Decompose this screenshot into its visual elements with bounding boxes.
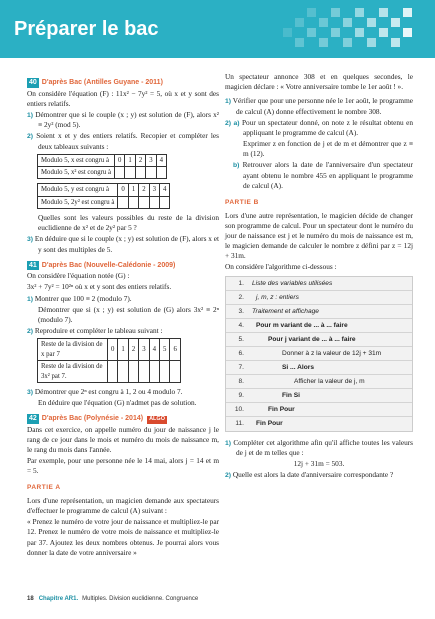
exercise-41-question-1b: Démontrer que si (x ; y) est solution de (G) alors 3x² ≡ 2ⁿ (modulo 7). xyxy=(38,304,219,324)
exercise-41-heading: 41 D'après Bac (Nouvelle-Calédonie - 2009) xyxy=(29,261,176,269)
algorithm-line: 9. Fin Si xyxy=(226,389,412,403)
algorithm-line: 5. Pour j variant de ... à ... faire xyxy=(226,333,412,347)
algorithm-line: 3. Traitement et affichage xyxy=(226,305,412,319)
part-b-question-2: 2) Quelle est alors la date d'anniversaire correspondante ? xyxy=(225,470,394,480)
right-column xyxy=(225,72,413,482)
exercise-41-intro: On considère l'équation notée (G) : xyxy=(27,271,130,281)
left-column xyxy=(27,78,219,559)
part-b-equation: 12j + 31m = 503. xyxy=(293,459,345,469)
table-label: Reste de la division de x par 7 xyxy=(38,339,108,361)
algorithm-line: 10. Fin Pour xyxy=(226,403,412,417)
exercise-40-question-2-follow: Quelles sont les valeurs possibles du reste de la division euclidienne de x² et de 2y² par 5 ? xyxy=(38,213,219,233)
exercise-40-question-1: 1) Démontrer que si le couple (x ; y) est solution de (F), alors x² ≡ 2y² (mod 5). xyxy=(27,109,219,130)
algorithm-line: 2. j, m, z : entiers xyxy=(226,291,412,305)
table-label: Reste de la division de 3x² pat 7. xyxy=(38,361,108,383)
algorithm-line: 7. Si ... Alors xyxy=(226,361,412,375)
congruence-table-x: Modulo 5, x est congru à 0 1 2 3 4 Modulo 5, x² est congru à xyxy=(37,154,167,180)
table-label: Modulo 5, x² est congru à xyxy=(38,167,115,179)
part-b-question-1: 1) Compléter cet algorithme afin qu'il affiche toutes les valeurs de j et de m telles que : xyxy=(225,437,414,458)
algorithm-line: 8. Afficher la valeur de j, m xyxy=(226,375,412,389)
part-a-quote: « Prenez le numéro de votre jour de naissance et multipliez-le par 12. Prenez le numéro de votre mois de naissance et multipliez-le par 37. Ajoutez les deux nombres obtenus. Je pourrai alors vous donner la date de votre anniversaire » xyxy=(27,517,219,557)
part-a-question-1: 1) Vérifier que pour une personne née le 1er août, le programme de calcul (A) donne effectivement le nombre 308. xyxy=(225,96,413,116)
exercise-40-intro: On considère l'équation (F) : 11x² − 7y² = 5, où x et y sont des entiers relatifs. xyxy=(27,88,219,108)
exercise-40-question-2: 2) Soient x et y des entiers relatifs. Recopier et compléter les deux tableaux suivants : xyxy=(27,131,219,151)
algorithm-line: 11. Fin Pour xyxy=(235,420,283,428)
part-a-text: Lors d'une représentation, un magicien demande aux spectateurs d'effectuer le programme de calcul (A) suivant : xyxy=(27,496,219,516)
part-a-question-2a-follow: Exprimer z en fonction de j et de m et démontrer que z ≡ m (12). xyxy=(243,139,413,159)
algorithm-line: 6. Donner à z la valeur de 12j + 31m xyxy=(226,347,412,361)
part-b-algo-intro: On considère l'algorithme ci-dessous : xyxy=(225,261,337,271)
decorative-mosaic xyxy=(283,8,413,54)
exercise-41-equation: 3x² + 7y² = 10²ⁿ où x et y sont des entiers relatifs. xyxy=(27,282,172,292)
page-footer xyxy=(27,595,198,603)
congruence-table-y: Modulo 5, y est congru à 0 1 2 3 4 Modulo 5, 2y² est congru à xyxy=(37,183,170,209)
exercise-42-intro: Dans cet exercice, on appelle numéro du jour de naissance j le rang de ce jour dans le mois et numéro du mois de naissance m, le rang du mois dans l'année. xyxy=(27,424,219,455)
algorithm-line: 4. Pour m variant de ... à ... faire xyxy=(226,319,412,333)
algorithm-box xyxy=(225,276,413,432)
exercise-41-question-3b: En déduire que l'équation (G) n'admet pas de solution. xyxy=(38,398,197,408)
exercise-40-heading: 40 D'après Bac (Antilles Guyane - 2011) xyxy=(29,79,163,86)
exercise-41-question-1: 1) Montrer que 100 ≡ 2 (modulo 7). xyxy=(27,293,132,303)
chapter-title: Multiples. Division euclidienne. Congruence xyxy=(82,596,199,602)
page-title: Préparer le bac xyxy=(14,18,159,40)
exercise-number: 40 xyxy=(29,79,37,86)
algorithm-line: 1. Liste des variables utilisées xyxy=(226,277,412,291)
exercise-42-heading: 42 D'après Bac (Polynésie - 2014) ALGO xyxy=(29,415,165,423)
algo-badge: ALGO xyxy=(149,416,165,423)
banner xyxy=(0,0,435,58)
part-a-question-2b: b) Retrouver alors la date de l'anniversaire d'un spectateur ayant obtenu le nombre 455 en appliquant le programme de calcul (A). xyxy=(233,160,413,190)
exercise-number: 42 xyxy=(29,415,37,423)
part-a-heading: PARTIE A xyxy=(27,484,61,492)
exercise-40-question-3: 3) En déduire que si le couple (x ; y) est solution de (F), alors x et y sont des multiples de 5. xyxy=(27,234,219,254)
exercise-42-example: Par exemple, pour une personne née le 14 mai, alors j = 14 et m = 5. xyxy=(27,456,219,476)
part-b-text: Lors d'une autre représentation, le magicien décide de changer son programme de calcul. Pour un spectateur dont le numéro du jour de naissance est j et le numéro du mois de naissance est m, le magicien demande de calculer le nombre z défini par z = 12j + 31m. xyxy=(225,210,413,260)
chapter-label: Chapitre AR1. xyxy=(38,596,79,602)
table-label: Modulo 5, y est congru à xyxy=(38,184,118,196)
table-label: Modulo 5, x est congru à xyxy=(38,154,115,166)
exercise-41-question-3: 3) Démontrer que 2ⁿ est congru à 1, 2 ou 4 modulo 7. xyxy=(27,386,183,396)
page-number: 18 xyxy=(27,596,34,602)
part-a-spectator: Un spectateur annonce 308 et en quelques secondes, le magicien déclare : « Votre anniversaire tombe le 1er août ! ». xyxy=(225,72,413,92)
remainder-table: Reste de la division de x par 7 0 1 2 3 4 5 6 Reste de la division de 3x² pat 7. xyxy=(37,338,181,383)
exercise-number: 41 xyxy=(29,261,37,269)
part-b-heading: PARTIE B xyxy=(225,198,259,206)
table-label: Modulo 5, 2y² est congru à xyxy=(38,196,118,208)
part-a-question-2a: 2) a) Pour un spectateur donné, on note z le résultat obtenu en appliquant le programme de calcul (A). xyxy=(225,117,413,137)
exercise-41-question-2: 2) Reproduire et compléter le tableau suivant : xyxy=(27,326,163,335)
